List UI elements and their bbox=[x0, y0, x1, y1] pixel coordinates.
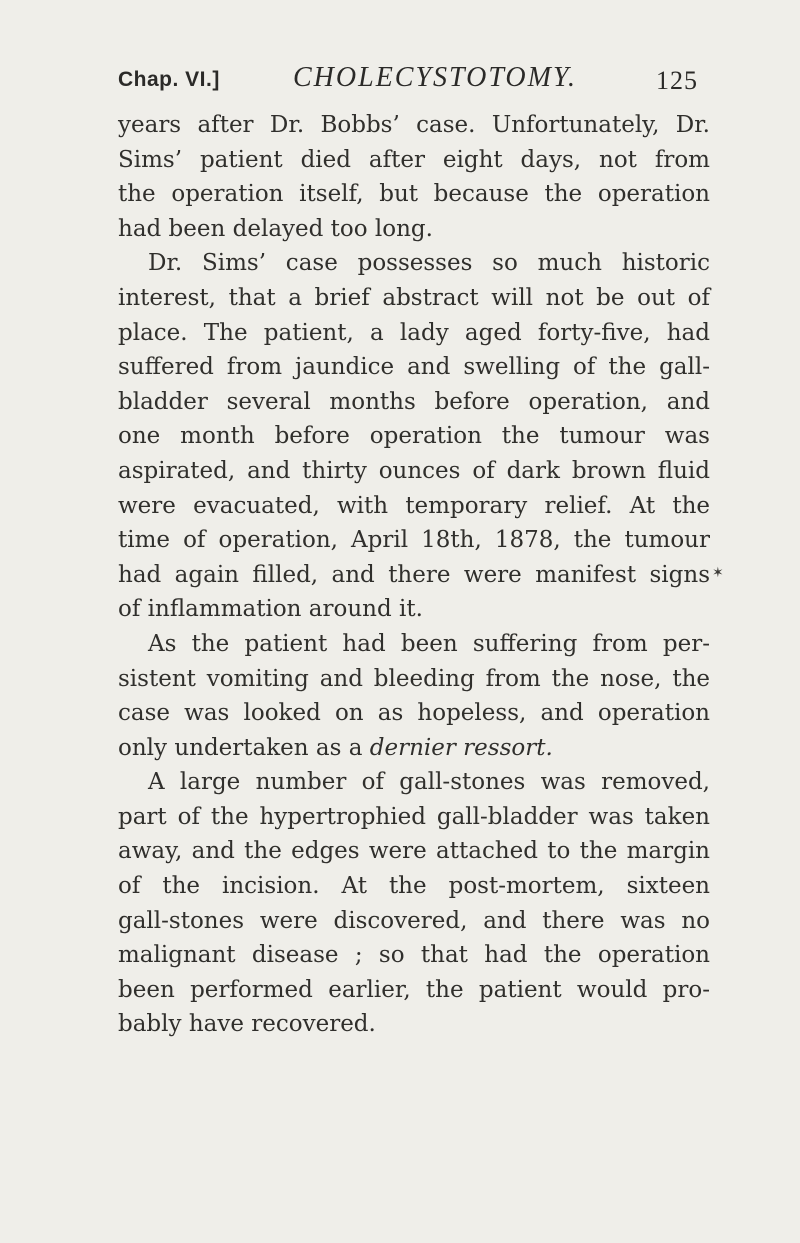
text-line bbox=[118, 731, 710, 766]
text-line: had again filled, and there were manifest signs bbox=[118, 561, 710, 588]
text-line: malignant disease ; so that had the operation bbox=[118, 942, 710, 969]
text-line: Sims’ patient died after eight days, not from bbox=[118, 146, 710, 173]
text-line: time of operation, April 18th, 1878, the tumour bbox=[118, 527, 710, 554]
text-line: Dr. Sims’ case possesses so much historic bbox=[148, 250, 710, 277]
chapter-label: Chap. VI.] bbox=[118, 68, 220, 91]
page-number: 125 bbox=[656, 66, 698, 95]
text-line: interest, that a brief abstract will not be out of bbox=[118, 284, 710, 311]
margin-mark-icon: ✶ bbox=[712, 565, 724, 581]
text-line: place. The patient, a lady aged forty-five, had bbox=[118, 319, 710, 346]
italic-phrase: dernier ressort. bbox=[369, 734, 553, 761]
text-line: As the patient had been suffering from per- bbox=[148, 630, 710, 657]
text-line: suffered from jaundice and swelling of the gall- bbox=[118, 354, 710, 381]
text-line: one month before operation the tumour was bbox=[118, 423, 710, 450]
text-line: were evacuated, with temporary relief. At the bbox=[118, 492, 710, 519]
text-line: away, and the edges were attached to the margin bbox=[118, 838, 710, 865]
text-line: the operation itself, but because the operation bbox=[118, 181, 710, 208]
page-header bbox=[118, 62, 698, 102]
body-text bbox=[118, 108, 710, 1042]
text-line: years after Dr. Bobbs’ case. Unfortunately, Dr. bbox=[118, 112, 710, 138]
text-line: of inflammation around it. bbox=[118, 596, 423, 623]
text-line: bably have recovered. bbox=[118, 1011, 376, 1038]
text-line: aspirated, and thirty ounces of dark brown fluid bbox=[118, 457, 710, 484]
running-title: CHOLECYSTOTOMY. bbox=[293, 62, 577, 93]
text-line: gall-stones were discovered, and there was no bbox=[118, 907, 710, 934]
text-line: part of the hypertrophied gall-bladder was taken bbox=[118, 803, 710, 830]
text-line: case was looked on as hopeless, and operation bbox=[118, 700, 710, 727]
text-line: sistent vomiting and bleeding from the nose, the bbox=[118, 665, 710, 692]
text-line: of the incision. At the post-mortem, sixteen bbox=[118, 873, 710, 900]
text-line: been performed earlier, the patient would pro- bbox=[118, 976, 710, 1003]
text-line: had been delayed too long. bbox=[118, 215, 433, 242]
text-line: A large number of gall-stones was removed, bbox=[148, 769, 710, 796]
text-line-lead: only undertaken as a bbox=[118, 734, 363, 761]
text-line: bladder several months before operation, and bbox=[118, 388, 710, 415]
